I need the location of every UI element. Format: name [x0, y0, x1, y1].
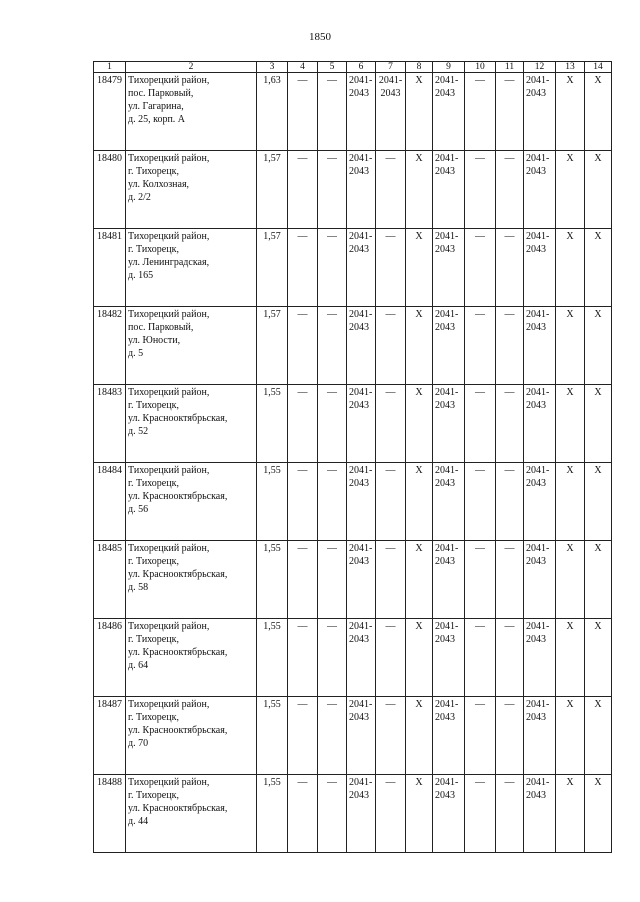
period-line: 2043 [435, 400, 455, 411]
period-line: 2043 [526, 322, 546, 333]
table-row [94, 697, 612, 775]
col10-value: — [465, 463, 496, 541]
col5-value: — [318, 73, 347, 151]
period-line: 2043 [380, 88, 401, 99]
address-cell [126, 697, 257, 775]
period-line: 2041- [435, 75, 459, 86]
period-line: 2041- [526, 387, 550, 398]
period-line: — [385, 543, 396, 554]
col14-mark: X [585, 151, 612, 229]
record-number: 18481 [94, 229, 126, 307]
col4-value: — [288, 151, 318, 229]
address-line: ул. Краснооктябрьская, [128, 647, 228, 658]
col11-value: — [496, 229, 524, 307]
col7-period [376, 619, 406, 697]
address-line: д. 52 [128, 426, 149, 437]
address-line: Тихорецкий район, [128, 387, 210, 398]
record-number: 18484 [94, 463, 126, 541]
area-value: 1,63 [257, 73, 288, 151]
col4-value: — [288, 385, 318, 463]
period-line: 2043 [435, 478, 455, 489]
col9-period [433, 697, 465, 775]
col-header: 6 [347, 62, 376, 73]
col10-value: — [465, 697, 496, 775]
col14-mark: X [585, 229, 612, 307]
col13-mark: X [556, 541, 585, 619]
address-line: пос. Парковый, [128, 322, 194, 333]
period-line: 2043 [435, 634, 455, 645]
address-line: г. Тихорецк, [128, 400, 179, 411]
table-row [94, 775, 612, 853]
col5-value: — [318, 307, 347, 385]
period-line: 2041- [435, 543, 459, 554]
col10-value: — [465, 775, 496, 853]
address-line: г. Тихорецк, [128, 634, 179, 645]
col7-period [376, 541, 406, 619]
col8-mark: X [406, 385, 433, 463]
col6-period [347, 229, 376, 307]
address-line: пос. Парковый, [128, 88, 194, 99]
col14-mark: X [585, 697, 612, 775]
col7-period [376, 697, 406, 775]
col13-mark: X [556, 619, 585, 697]
record-number: 18482 [94, 307, 126, 385]
col14-mark: X [585, 73, 612, 151]
period-line: 2041- [378, 75, 403, 86]
col7-period [376, 463, 406, 541]
period-line: 2043 [349, 634, 369, 645]
period-line: 2041- [526, 699, 550, 710]
col11-value: — [496, 385, 524, 463]
col-header: 12 [524, 62, 556, 73]
area-value: 1,55 [257, 541, 288, 619]
period-line: — [385, 621, 396, 632]
record-number: 18487 [94, 697, 126, 775]
address-line: ул. Колхозная, [128, 179, 190, 190]
address-cell [126, 307, 257, 385]
col12-period [524, 541, 556, 619]
period-line: 2043 [526, 712, 546, 723]
col8-mark: X [406, 619, 433, 697]
address-line: Тихорецкий район, [128, 621, 210, 632]
col5-value: — [318, 151, 347, 229]
col-header: 10 [465, 62, 496, 73]
col11-value: — [496, 463, 524, 541]
period-line: 2041- [349, 153, 373, 164]
col-header: 14 [585, 62, 612, 73]
col13-mark: X [556, 151, 585, 229]
table-row [94, 541, 612, 619]
address-line: ул. Краснооктябрьская, [128, 491, 228, 502]
col9-period [433, 385, 465, 463]
address-line: Тихорецкий район, [128, 309, 210, 320]
address-line: д. 165 [128, 270, 154, 281]
period-line: 2041- [349, 621, 373, 632]
col-header: 11 [496, 62, 524, 73]
col-header: 8 [406, 62, 433, 73]
col9-period [433, 619, 465, 697]
col12-period [524, 697, 556, 775]
col7-period [376, 229, 406, 307]
col12-period [524, 619, 556, 697]
record-number: 18479 [94, 73, 126, 151]
area-value: 1,55 [257, 385, 288, 463]
address-line: д. 5 [128, 348, 144, 359]
col10-value: — [465, 73, 496, 151]
col6-period [347, 307, 376, 385]
col11-value: — [496, 73, 524, 151]
col4-value: — [288, 619, 318, 697]
period-line: 2043 [349, 712, 369, 723]
period-line: 2043 [435, 790, 455, 801]
col-header: 2 [126, 62, 257, 73]
col8-mark: X [406, 541, 433, 619]
address-cell [126, 463, 257, 541]
address-line: г. Тихорецк, [128, 244, 179, 255]
period-line: — [385, 777, 396, 788]
period-line: — [385, 699, 396, 710]
col9-period [433, 229, 465, 307]
period-line: 2043 [526, 244, 546, 255]
col8-mark: X [406, 73, 433, 151]
address-line: ул. Краснооктябрьская, [128, 725, 228, 736]
col9-period [433, 541, 465, 619]
col12-period [524, 775, 556, 853]
address-line: Тихорецкий район, [128, 699, 210, 710]
col13-mark: X [556, 229, 585, 307]
address-line: д. 64 [128, 660, 149, 671]
col7-period [376, 775, 406, 853]
period-line: — [385, 387, 396, 398]
address-line: ул. Краснооктябрьская, [128, 569, 228, 580]
col7-period [376, 151, 406, 229]
area-value: 1,55 [257, 775, 288, 853]
period-line: — [385, 153, 396, 164]
area-value: 1,57 [257, 151, 288, 229]
period-line: 2041- [349, 309, 373, 320]
period-line: 2041- [349, 387, 373, 398]
address-line: ул. Ленинградская, [128, 257, 210, 268]
col-header: 3 [257, 62, 288, 73]
col8-mark: X [406, 775, 433, 853]
col7-period [376, 73, 406, 151]
address-line: Тихорецкий район, [128, 543, 210, 554]
col14-mark: X [585, 307, 612, 385]
address-cell [126, 385, 257, 463]
col5-value: — [318, 463, 347, 541]
table-row [94, 73, 612, 151]
col9-period [433, 775, 465, 853]
address-cell [126, 541, 257, 619]
period-line: 2041- [435, 699, 459, 710]
period-line: — [385, 231, 396, 242]
period-line: 2043 [349, 166, 369, 177]
col4-value: — [288, 463, 318, 541]
col6-period [347, 73, 376, 151]
col5-value: — [318, 385, 347, 463]
address-line: ул. Краснооктябрьская, [128, 413, 228, 424]
period-line: 2043 [526, 790, 546, 801]
period-line: 2041- [526, 621, 550, 632]
col10-value: — [465, 385, 496, 463]
col9-period [433, 73, 465, 151]
period-line: 2043 [526, 634, 546, 645]
header-row [94, 62, 612, 73]
col14-mark: X [585, 619, 612, 697]
address-line: Тихорецкий район, [128, 75, 210, 86]
col4-value: — [288, 73, 318, 151]
address-line: д. 58 [128, 582, 149, 593]
col11-value: — [496, 151, 524, 229]
period-line: 2043 [526, 166, 546, 177]
period-line: 2043 [435, 712, 455, 723]
period-line: 2043 [435, 322, 455, 333]
col10-value: — [465, 151, 496, 229]
period-line: 2043 [526, 556, 546, 567]
period-line: — [385, 465, 396, 476]
area-value: 1,57 [257, 307, 288, 385]
address-line: д. 44 [128, 816, 149, 827]
period-line: 2043 [349, 88, 369, 99]
address-line: г. Тихорецк, [128, 556, 179, 567]
col13-mark: X [556, 697, 585, 775]
period-line: 2043 [349, 478, 369, 489]
period-line: 2041- [349, 465, 373, 476]
col12-period [524, 151, 556, 229]
period-line: 2043 [349, 556, 369, 567]
col13-mark: X [556, 775, 585, 853]
address-line: д. 70 [128, 738, 149, 749]
col9-period [433, 151, 465, 229]
period-line: 2041- [526, 231, 550, 242]
col-header: 1 [94, 62, 126, 73]
col12-period [524, 73, 556, 151]
period-line: 2043 [349, 322, 369, 333]
col14-mark: X [585, 385, 612, 463]
col5-value: — [318, 775, 347, 853]
period-line: 2041- [526, 465, 550, 476]
period-line: 2043 [435, 556, 455, 567]
col-header: 4 [288, 62, 318, 73]
col8-mark: X [406, 151, 433, 229]
address-line: г. Тихорецк, [128, 166, 179, 177]
col11-value: — [496, 307, 524, 385]
area-value: 1,57 [257, 229, 288, 307]
area-value: 1,55 [257, 463, 288, 541]
period-line: 2041- [349, 699, 373, 710]
col-header: 5 [318, 62, 347, 73]
col8-mark: X [406, 307, 433, 385]
address-line: д. 56 [128, 504, 149, 515]
address-line: Тихорецкий район, [128, 777, 210, 788]
col5-value: — [318, 541, 347, 619]
address-line: Тихорецкий район, [128, 465, 210, 476]
record-number: 18483 [94, 385, 126, 463]
address-line: г. Тихорецк, [128, 712, 179, 723]
period-line: 2043 [349, 790, 369, 801]
period-line: 2041- [349, 231, 373, 242]
col14-mark: X [585, 775, 612, 853]
table-row [94, 619, 612, 697]
col6-period [347, 697, 376, 775]
col6-period [347, 463, 376, 541]
period-line: 2041- [435, 231, 459, 242]
area-value: 1,55 [257, 697, 288, 775]
col4-value: — [288, 229, 318, 307]
period-line: 2041- [526, 543, 550, 554]
area-value: 1,55 [257, 619, 288, 697]
record-number: 18485 [94, 541, 126, 619]
col13-mark: X [556, 73, 585, 151]
col13-mark: X [556, 307, 585, 385]
col12-period [524, 229, 556, 307]
col4-value: — [288, 775, 318, 853]
period-line: 2043 [435, 88, 455, 99]
col5-value: — [318, 697, 347, 775]
address-line: ул. Гагарина, [128, 101, 184, 112]
period-line: 2043 [349, 244, 369, 255]
col11-value: — [496, 619, 524, 697]
col13-mark: X [556, 463, 585, 541]
col10-value: — [465, 307, 496, 385]
address-line: г. Тихорецк, [128, 790, 179, 801]
col5-value: — [318, 229, 347, 307]
address-line: д. 25, корп. А [128, 114, 186, 125]
address-line: ул. Юности, [128, 335, 181, 346]
col-header: 13 [556, 62, 585, 73]
col-header: 9 [433, 62, 465, 73]
period-line: 2043 [435, 244, 455, 255]
record-number: 18486 [94, 619, 126, 697]
col7-period [376, 307, 406, 385]
table-row [94, 385, 612, 463]
record-number: 18488 [94, 775, 126, 853]
col8-mark: X [406, 463, 433, 541]
period-line: 2041- [349, 543, 373, 554]
col12-period [524, 385, 556, 463]
address-cell [126, 775, 257, 853]
page-number: 1850 [309, 31, 331, 43]
period-line: 2041- [435, 387, 459, 398]
col6-period [347, 775, 376, 853]
period-line: 2041- [526, 309, 550, 320]
col6-period [347, 541, 376, 619]
col11-value: — [496, 541, 524, 619]
col11-value: — [496, 697, 524, 775]
address-cell [126, 619, 257, 697]
period-line: 2041- [435, 309, 459, 320]
col7-period [376, 385, 406, 463]
address-cell [126, 73, 257, 151]
period-line: 2041- [435, 465, 459, 476]
col10-value: — [465, 229, 496, 307]
period-line: 2041- [526, 75, 550, 86]
col9-period [433, 463, 465, 541]
col6-period [347, 619, 376, 697]
col14-mark: X [585, 541, 612, 619]
period-line: 2041- [526, 153, 550, 164]
address-cell [126, 229, 257, 307]
col6-period [347, 151, 376, 229]
col11-value: — [496, 775, 524, 853]
col6-period [347, 385, 376, 463]
table-row [94, 151, 612, 229]
period-line: — [385, 309, 396, 320]
period-line: 2043 [349, 400, 369, 411]
table-row [94, 229, 612, 307]
col4-value: — [288, 697, 318, 775]
record-number: 18480 [94, 151, 126, 229]
col10-value: — [465, 619, 496, 697]
col13-mark: X [556, 385, 585, 463]
col10-value: — [465, 541, 496, 619]
period-line: 2041- [349, 777, 373, 788]
col14-mark: X [585, 463, 612, 541]
period-line: 2041- [435, 777, 459, 788]
period-line: 2041- [435, 153, 459, 164]
register-table [93, 61, 612, 853]
col8-mark: X [406, 229, 433, 307]
address-line: Тихорецкий район, [128, 153, 210, 164]
address-line: Тихорецкий район, [128, 231, 210, 242]
col8-mark: X [406, 697, 433, 775]
address-line: ул. Краснооктябрьская, [128, 803, 228, 814]
table-row [94, 463, 612, 541]
col12-period [524, 307, 556, 385]
period-line: 2041- [526, 777, 550, 788]
period-line: 2041- [349, 75, 373, 86]
period-line: 2043 [526, 478, 546, 489]
period-line: 2041- [435, 621, 459, 632]
col9-period [433, 307, 465, 385]
col5-value: — [318, 619, 347, 697]
col-header: 7 [376, 62, 406, 73]
col4-value: — [288, 307, 318, 385]
table-row [94, 307, 612, 385]
period-line: 2043 [435, 166, 455, 177]
col12-period [524, 463, 556, 541]
period-line: 2043 [526, 400, 546, 411]
address-line: г. Тихорецк, [128, 478, 179, 489]
address-cell [126, 151, 257, 229]
address-line: д. 2/2 [128, 192, 151, 203]
period-line: 2043 [526, 88, 546, 99]
col4-value: — [288, 541, 318, 619]
